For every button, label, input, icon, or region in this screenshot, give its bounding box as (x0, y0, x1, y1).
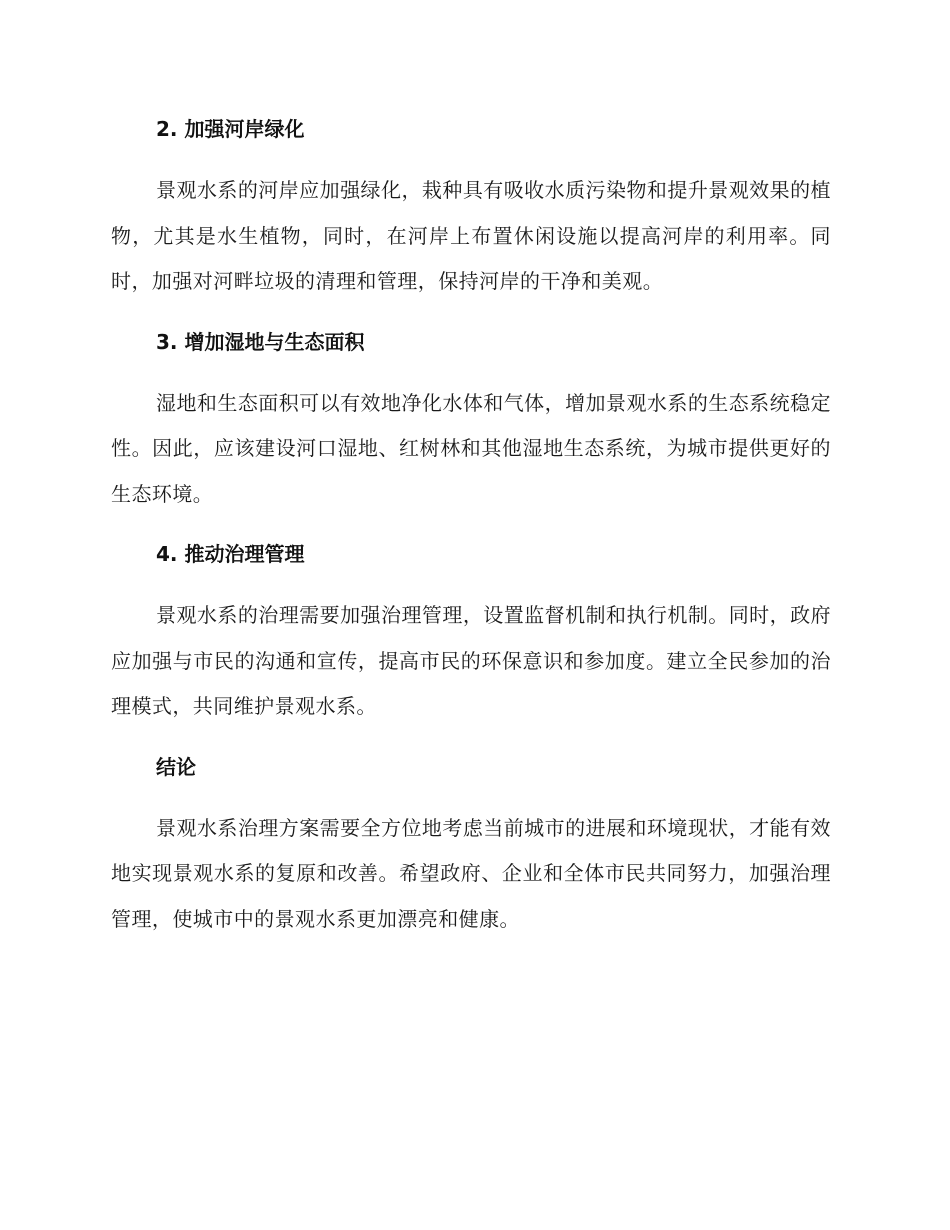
section-heading-wetland-ecology: 3. 增加湿地与生态面积 (156, 329, 365, 354)
section-heading-riverbank-greening: 2. 加强河岸绿化 (156, 117, 305, 141)
document-body (111, 110, 831, 942)
section-paragraph-wetland-ecology: 湿地和生态面积可以有效地净化水体和气体，增加景观水系的生态系统稳定性。因此，应该建设河口湿地、红树林和其他湿地生态系统，为城市提供更好的生态环境。 (111, 390, 831, 506)
section-paragraph-conclusion: 景观水系治理方案需要全方位地考虑当前城市的进展和环境现状，才能有效地实现景观水系的复原和改善。希望政府、企业和全体市民共同努力，加强治理管理，使城市中的景观水系更加漂亮和健康。 (111, 815, 831, 931)
section-heading-conclusion: 结论 (156, 754, 196, 779)
section-paragraph-riverbank-greening: 景观水系的河岸应加强绿化，栽种具有吸收水质污染物和提升景观效果的植物，尤其是水生植物，同时，在河岸上布置休闲设施以提高河岸的利用率。同时，加强对河畔垃圾的清理和管理，保持河岸的干净和美观。 (111, 178, 831, 293)
section-paragraph-governance: 景观水系的治理需要加强治理管理，设置监督机制和执行机制。同时，政府应加强与市民的沟通和宣传，提高市民的环保意识和参加度。建立全民参加的治理模式，共同维护景观水系。 (111, 603, 831, 718)
section-heading-governance: 4. 推动治理管理 (156, 542, 305, 566)
